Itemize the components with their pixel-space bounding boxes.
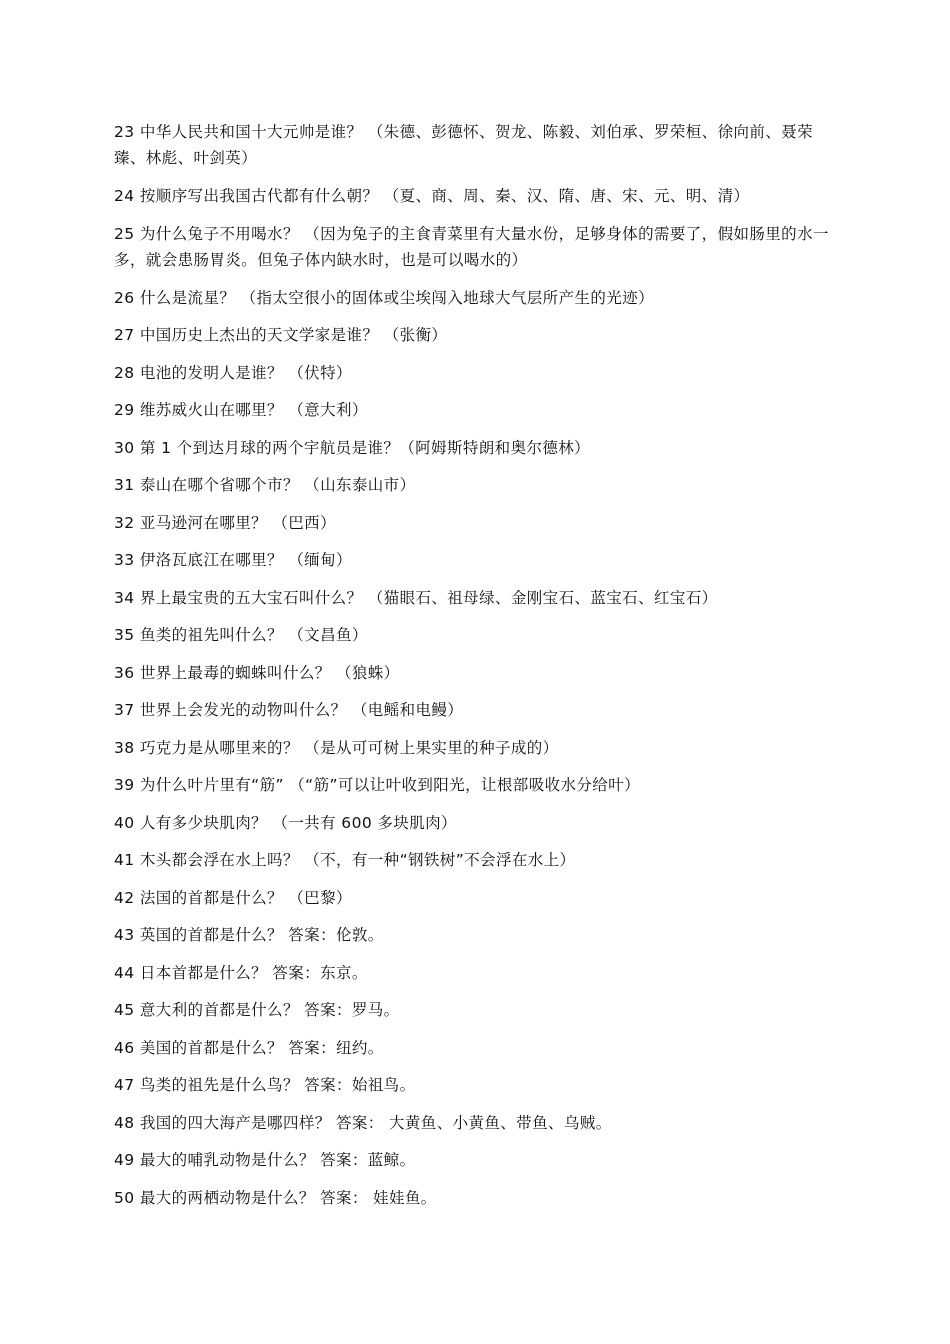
qa-item-44: 44 日本首都是什么？ 答案：东京。 [114, 963, 368, 982]
qa-item-49: 49 最大的哺乳动物是什么？ 答案：蓝鲸。 [114, 1151, 416, 1169]
qa-item-31: 31 泰山在哪个省哪个市？ （山东泰山市） [114, 476, 416, 494]
qa-item-25: 25 为什么兔子不用喝水？ （因为兔子的主食青菜里有大量水份，足够身体的需要了，假如肠里的水一多，就会患肠胃炎。但兔子体内缺水时，也是可以喝水的） [114, 224, 829, 269]
qa-item-24: 24 按顺序写出我国古代都有什么朝？ （夏、商、周、秦、汉、隋、唐、宋、元、明、清） [114, 187, 750, 205]
qa-item-41: 41 木头都会浮在水上吗？ （不，有一种“钢铁树”不会浮在水上） [114, 851, 576, 869]
qa-item-40: 40 人有多少块肌肉？ （一共有 600 多块肌肉） [114, 813, 457, 832]
qa-item-33: 33 伊洛瓦底江在哪里？ （缅甸） [114, 551, 352, 569]
qa-item-30: 30 第 1 个到达月球的两个宇航员是谁？（阿姆斯特朗和奥尔德林） [114, 438, 591, 457]
qa-item-46: 46 美国的首都是什么？ 答案：纽约。 [114, 1038, 384, 1057]
qa-item-39: 39 为什么叶片里有“筋” （“筋”可以让叶收到阳光，让根部吸收水分给叶） [114, 776, 640, 794]
qa-item-23: 23 中华人民共和国十大元帅是谁？ （朱德、彭德怀、贺龙、陈毅、刘伯承、罗荣桓、徐向前、聂荣臻、林彪、叶剑英） [114, 123, 813, 167]
document-page [114, 119, 840, 1211]
qa-item-36: 36 世界上最毒的蜘蛛叫什么？ （狼蛛） [114, 663, 400, 682]
qa-item-50: 50 最大的两栖动物是什么？ 答案： 娃娃鱼。 [114, 1188, 437, 1207]
qa-item-27: 27 中国历史上杰出的天文学家是谁？ （张衡） [114, 326, 448, 344]
qa-item-38: 38 巧克力是从哪里来的？ （是从可可树上果实里的种子成的） [114, 738, 559, 757]
qa-item-26: 26 什么是流星？ （指太空很小的固体或尘埃闯入地球大气层所产生的光迹） [114, 288, 654, 307]
qa-item-35: 35 鱼类的祖先叫什么？ （文昌鱼） [114, 626, 368, 644]
qa-item-37: 37 世界上会发光的动物叫什么？ （电鳐和电鳗） [114, 701, 464, 719]
qa-item-47: 47 鸟类的祖先是什么鸟？ 答案：始祖鸟。 [114, 1076, 416, 1094]
qa-item-32: 32 亚马逊河在哪里？ （巴西） [114, 513, 336, 532]
qa-item-34: 34 界上最宝贵的五大宝石叫什么？ （猫眼石、祖母绿、金刚宝石、蓝宝石、红宝石） [114, 588, 718, 607]
qa-item-28: 28 电池的发明人是谁？ （伏特） [114, 363, 352, 382]
qa-item-48: 48 我国的四大海产是哪四样？ 答案： 大黄鱼、小黄鱼、带鱼、乌贼。 [114, 1113, 612, 1132]
qa-item-45: 45 意大利的首都是什么？ 答案：罗马。 [114, 1001, 400, 1019]
qa-item-42: 42 法国的首都是什么？ （巴黎） [114, 888, 352, 907]
qa-item-29: 29 维苏威火山在哪里？ （意大利） [114, 401, 368, 419]
qa-item-43: 43 英国的首都是什么？ 答案：伦敦。 [114, 926, 384, 944]
